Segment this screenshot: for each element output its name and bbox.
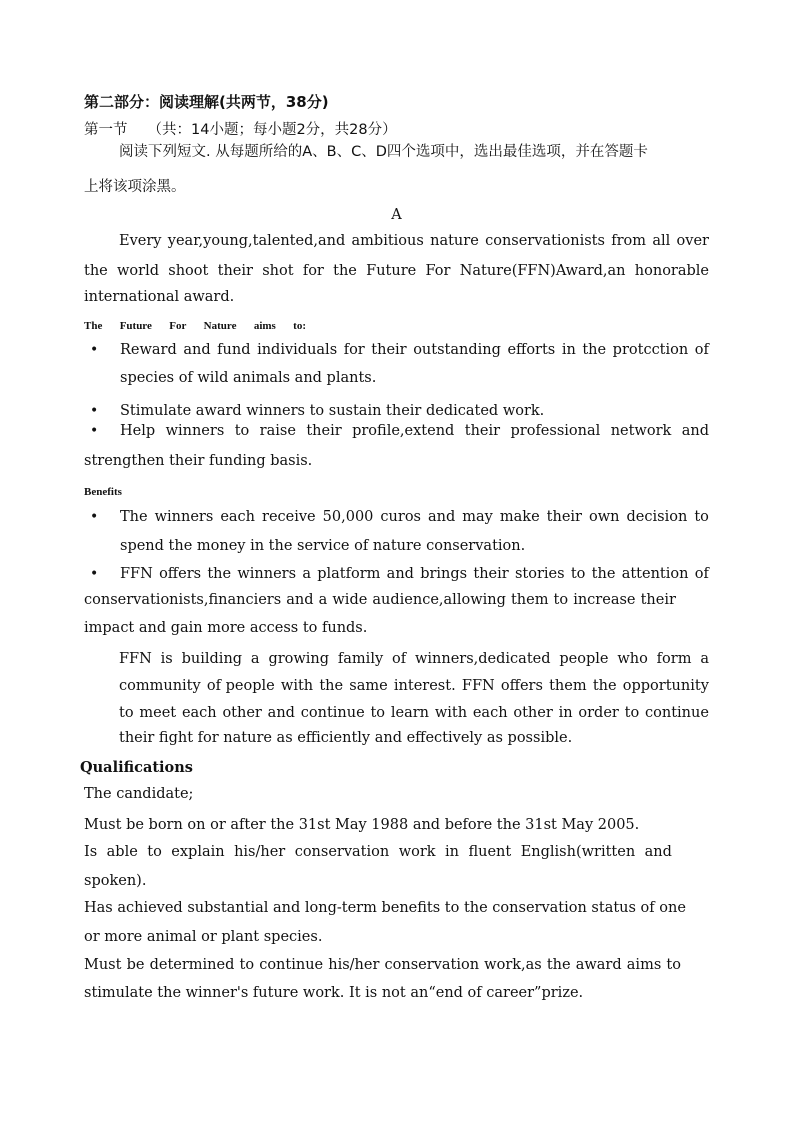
word: meet bbox=[139, 705, 177, 721]
word: wide bbox=[332, 592, 368, 608]
word: The bbox=[120, 509, 148, 525]
word: of bbox=[694, 342, 709, 358]
instruction-line-1: 阅读下列短文. 从每题所给的A、B、C、D四个选项中，选出最佳选项，并在答题卡 bbox=[119, 144, 648, 160]
benefit-2-line-3: impact and gain more access to funds. bbox=[84, 620, 368, 636]
word: continue bbox=[259, 957, 324, 973]
word: Future bbox=[366, 263, 417, 279]
word: other bbox=[513, 705, 553, 721]
word: aims bbox=[253, 320, 276, 332]
word: to bbox=[624, 705, 640, 721]
intro-line-2 bbox=[84, 261, 709, 281]
word: aims bbox=[626, 957, 662, 973]
benefit-bullet-1: • bbox=[90, 509, 99, 525]
word: own bbox=[589, 509, 620, 525]
word: the bbox=[333, 263, 357, 279]
aim-1-line-2: species of wild animals and plants. bbox=[120, 370, 377, 386]
word: is bbox=[160, 651, 173, 667]
word: a bbox=[318, 592, 328, 608]
word: order bbox=[578, 705, 619, 721]
word: fund bbox=[217, 342, 251, 358]
word: Is bbox=[84, 844, 98, 860]
word: work,as bbox=[484, 957, 542, 973]
section-header bbox=[84, 120, 397, 140]
qualification-1: Must be born on or after the 31st May 1988 and before the 31st May 2005. bbox=[84, 817, 640, 833]
word: other bbox=[222, 705, 262, 721]
word: their bbox=[473, 566, 509, 582]
word: fluent bbox=[468, 844, 512, 860]
word: his/her bbox=[234, 844, 286, 860]
section-info: （共：14小题；每小题2分，共28分） bbox=[147, 122, 397, 138]
intro-line-1 bbox=[119, 231, 709, 251]
word: world bbox=[117, 263, 160, 279]
aim-bullet-3: • bbox=[90, 423, 99, 439]
word: offers bbox=[159, 566, 202, 582]
word: award bbox=[575, 957, 622, 973]
word: FFN bbox=[119, 651, 152, 667]
word: and bbox=[267, 705, 295, 721]
qualification-2-line-1 bbox=[84, 842, 672, 862]
benefit-2-line-2 bbox=[84, 590, 676, 610]
word: over bbox=[676, 233, 709, 249]
word: their bbox=[217, 263, 253, 279]
qualification-3-line-1: Has achieved substantial and long-term benefits to the conservation status of one bbox=[84, 900, 686, 916]
word: shoot bbox=[168, 263, 209, 279]
word: people bbox=[559, 651, 609, 667]
word: their bbox=[640, 592, 676, 608]
word: Future bbox=[119, 320, 152, 332]
word: family bbox=[337, 651, 384, 667]
word: to bbox=[570, 566, 586, 582]
word: a bbox=[250, 651, 260, 667]
word: shot bbox=[262, 263, 294, 279]
instruction-line-2: 上将该项涂黑。 bbox=[84, 179, 186, 195]
word: growing bbox=[268, 651, 330, 667]
word: opportunity bbox=[622, 678, 709, 694]
word: and bbox=[286, 592, 314, 608]
aim-2: Stimulate award winners to sustain their dedicated work. bbox=[120, 403, 545, 419]
word: all bbox=[652, 233, 671, 249]
word: of people bbox=[206, 678, 275, 694]
word: building bbox=[181, 651, 243, 667]
word: For bbox=[169, 320, 187, 332]
family-line-3 bbox=[119, 703, 709, 723]
word: efforts bbox=[507, 342, 556, 358]
word: decision bbox=[626, 509, 688, 525]
qualification-2-line-2: spoken). bbox=[84, 873, 147, 889]
word: learn bbox=[390, 705, 429, 721]
word: continue bbox=[300, 705, 365, 721]
benefit-bullet-2: • bbox=[90, 566, 99, 582]
word: to bbox=[119, 705, 134, 721]
family-line-4: their fight for nature as efficiently and effectively as possible. bbox=[119, 730, 573, 746]
aims-heading bbox=[84, 316, 306, 336]
aim-3-line-2: strengthen their funding basis. bbox=[84, 453, 313, 469]
word: each bbox=[220, 509, 255, 525]
word: their bbox=[306, 423, 342, 439]
word: 50,000 bbox=[322, 509, 374, 525]
word: Help bbox=[120, 423, 156, 439]
word: able bbox=[106, 844, 138, 860]
word: winners bbox=[165, 423, 225, 439]
word: who bbox=[617, 651, 648, 667]
word: their bbox=[464, 423, 501, 439]
word: profile,extend bbox=[352, 423, 455, 439]
benefits-heading: Benefits bbox=[84, 486, 122, 498]
qualifications-heading: Qualifications bbox=[80, 759, 193, 776]
word: attention bbox=[621, 566, 689, 582]
word: same bbox=[349, 678, 388, 694]
word: individuals bbox=[257, 342, 338, 358]
qualification-lead: The candidate; bbox=[84, 786, 194, 802]
word: English(written bbox=[520, 844, 636, 860]
word: increase bbox=[573, 592, 636, 608]
word: to bbox=[234, 423, 250, 439]
word: outstanding bbox=[413, 342, 501, 358]
aim-3-line-1 bbox=[120, 421, 709, 441]
intro-line-3: international award. bbox=[84, 289, 235, 305]
word: a bbox=[700, 651, 709, 667]
family-line-2 bbox=[119, 676, 709, 696]
word: the bbox=[592, 678, 617, 694]
word: winners bbox=[154, 509, 214, 525]
word: offers bbox=[500, 678, 543, 694]
word: conservationists,financiers bbox=[84, 592, 282, 608]
word: make bbox=[499, 509, 540, 525]
word: and bbox=[386, 566, 414, 582]
word: each bbox=[181, 705, 217, 721]
word: curos bbox=[380, 509, 421, 525]
word: the bbox=[207, 566, 232, 582]
family-line-1 bbox=[119, 649, 709, 669]
word: in bbox=[558, 705, 573, 721]
word: his/her bbox=[328, 957, 380, 973]
word: be bbox=[126, 957, 145, 973]
qualification-3-line-2: or more animal or plant species. bbox=[84, 929, 323, 945]
word: continue bbox=[645, 705, 709, 721]
word: explain bbox=[171, 844, 225, 860]
word: interest. bbox=[393, 678, 456, 694]
aim-bullet-1: • bbox=[90, 342, 99, 358]
word: winners,dedicated bbox=[414, 651, 551, 667]
word: the bbox=[546, 957, 571, 973]
word: to bbox=[239, 957, 255, 973]
word: may bbox=[462, 509, 493, 525]
section-label: 第一节 bbox=[84, 122, 128, 138]
qualification-4-line-1 bbox=[84, 955, 681, 975]
word: Nature(FFN)Award,an bbox=[459, 263, 626, 279]
word: receive bbox=[262, 509, 316, 525]
word: with bbox=[434, 705, 468, 721]
benefit-1-line-1 bbox=[120, 507, 709, 527]
word: determined bbox=[149, 957, 235, 973]
word: FFN bbox=[120, 566, 153, 582]
word: and bbox=[428, 509, 456, 525]
word: professional bbox=[510, 423, 601, 439]
word: brings bbox=[420, 566, 468, 582]
word: work bbox=[398, 844, 436, 860]
passage-label: A bbox=[391, 207, 402, 223]
word: community bbox=[119, 678, 201, 694]
word: them bbox=[510, 592, 549, 608]
word: to bbox=[553, 592, 569, 608]
word: their bbox=[546, 509, 582, 525]
word: ambitious bbox=[351, 233, 424, 249]
word: the bbox=[84, 263, 108, 279]
word: year,young,talented,and bbox=[167, 233, 346, 249]
aim-bullet-2: • bbox=[90, 403, 99, 419]
word: with bbox=[280, 678, 314, 694]
word: the bbox=[591, 566, 616, 582]
word: winners bbox=[237, 566, 297, 582]
word: of bbox=[392, 651, 407, 667]
word: form bbox=[656, 651, 692, 667]
word: in bbox=[445, 844, 459, 860]
word: Must bbox=[84, 957, 122, 973]
word: and bbox=[183, 342, 211, 358]
word: and bbox=[644, 844, 672, 860]
word: network bbox=[610, 423, 672, 439]
word: FFN bbox=[461, 678, 495, 694]
word: to: bbox=[293, 320, 306, 332]
word: to bbox=[147, 844, 162, 860]
word: each bbox=[472, 705, 508, 721]
word: to bbox=[694, 509, 709, 525]
word: protcction bbox=[612, 342, 689, 358]
word: audience,allowing bbox=[372, 592, 506, 608]
word: nature bbox=[430, 233, 479, 249]
word: Every bbox=[119, 233, 162, 249]
word: a bbox=[302, 566, 311, 582]
word: to bbox=[666, 957, 681, 973]
word: For bbox=[425, 263, 451, 279]
word: conservation bbox=[384, 957, 480, 973]
word: of bbox=[694, 566, 709, 582]
word: conservation bbox=[294, 844, 390, 860]
word: and bbox=[681, 423, 709, 439]
word: Reward bbox=[120, 342, 177, 358]
part-title: 第二部分：阅读理解(共两节，38分) bbox=[84, 93, 329, 111]
word: Nature bbox=[203, 320, 237, 332]
word: for bbox=[302, 263, 324, 279]
word: the bbox=[582, 342, 607, 358]
aim-1-line-1 bbox=[120, 340, 709, 360]
qualification-4-line-2: stimulate the winner's future work. It is not an“end of career”prize. bbox=[84, 985, 584, 1001]
word: their bbox=[371, 342, 407, 358]
word: The bbox=[84, 320, 103, 332]
word: them bbox=[549, 678, 587, 694]
word: in bbox=[561, 342, 576, 358]
word: honorable bbox=[634, 263, 709, 279]
benefit-2-line-1 bbox=[120, 564, 709, 584]
word: for bbox=[343, 342, 365, 358]
word: conservationists bbox=[485, 233, 605, 249]
word: raise bbox=[259, 423, 296, 439]
word: stories bbox=[514, 566, 565, 582]
word: the bbox=[319, 678, 344, 694]
benefit-1-line-2: spend the money in the service of nature conservation. bbox=[120, 538, 526, 554]
word: to bbox=[370, 705, 386, 721]
word: from bbox=[611, 233, 647, 249]
word: platform bbox=[317, 566, 381, 582]
